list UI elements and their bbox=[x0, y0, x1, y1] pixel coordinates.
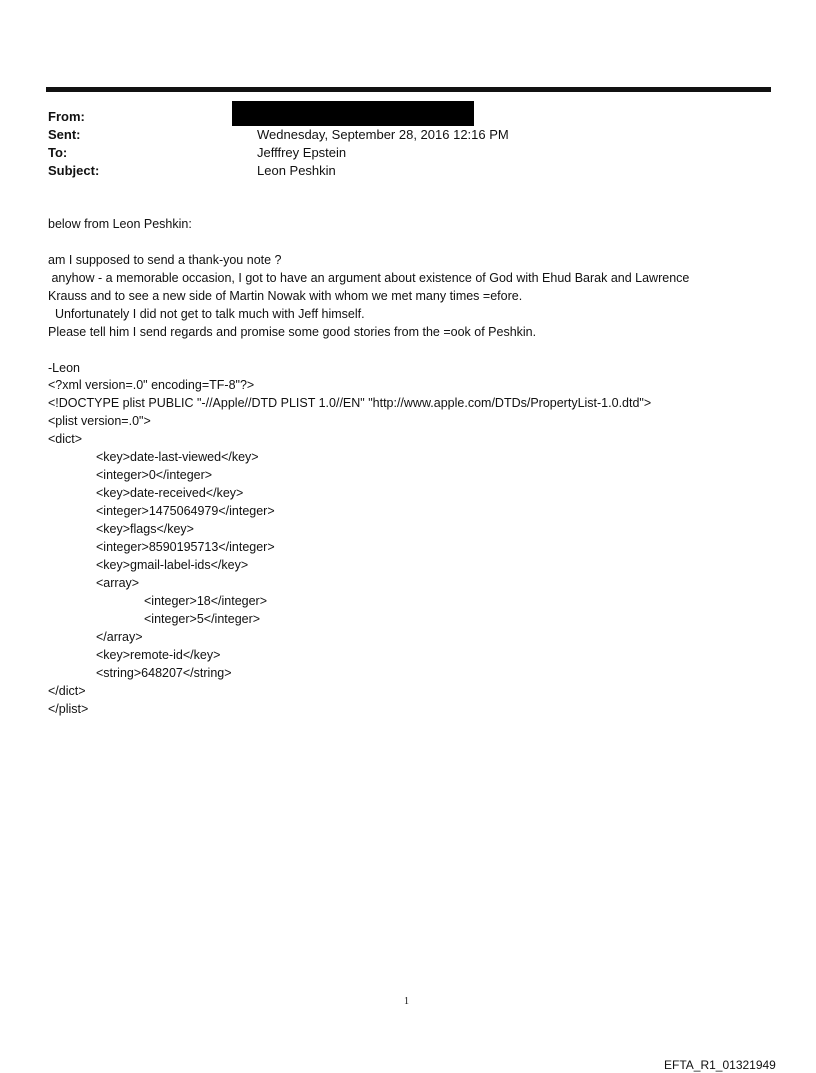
plist-key-line: <key>remote-id</key> bbox=[96, 648, 221, 662]
array-open: <array> bbox=[96, 576, 140, 590]
plist-close: </plist> bbox=[48, 702, 89, 716]
dict-close: </dict> bbox=[48, 684, 86, 698]
array-value-line: <integer>5</integer> bbox=[144, 612, 261, 626]
sent-label: Sent: bbox=[48, 127, 81, 142]
plist-value-line: <integer>0</integer> bbox=[96, 468, 213, 482]
plist-xml-decl: <?xml version=.0" encoding=TF-8"?> bbox=[48, 378, 255, 392]
sent-value: Wednesday, September 28, 2016 12:16 PM bbox=[257, 127, 509, 142]
body-line-5: Please tell him I send regards and promise some good stories from the =ook of Peshkin. bbox=[48, 325, 537, 339]
plist-key-line: <key>gmail-label-ids</key> bbox=[96, 558, 249, 572]
plist-value-line: <integer>1475064979</integer> bbox=[96, 504, 275, 518]
body-line-3: Krauss and to see a new side of Martin Nowak with whom we met many times =efore. bbox=[48, 289, 523, 303]
subject-label: Subject: bbox=[48, 163, 100, 178]
plist-value-line: <string>648207</string> bbox=[96, 666, 232, 680]
dict-open: <dict> bbox=[48, 432, 83, 446]
plist-open: <plist version=.0"> bbox=[48, 414, 151, 428]
body-line-2: anyhow - a memorable occasion, I got to have an argument about existence of God with Ehud Barak and Lawrence bbox=[48, 271, 690, 285]
body-line-4: Unfortunately I did not get to talk much with Jeff himself. bbox=[48, 307, 365, 321]
plist-value-line: <integer>8590195713</integer> bbox=[96, 540, 275, 554]
from-label: From: bbox=[48, 109, 85, 124]
plist-key-line: <key>flags</key> bbox=[96, 522, 194, 536]
header-rule bbox=[46, 87, 771, 92]
subject-value: Leon Peshkin bbox=[257, 163, 336, 178]
array-close: </array> bbox=[96, 630, 143, 644]
document-id: EFTA_R1_01321949 bbox=[664, 1058, 776, 1072]
array-value-line: <integer>18</integer> bbox=[144, 594, 268, 608]
page-number: 1 bbox=[404, 996, 409, 1007]
plist-doctype: <!DOCTYPE plist PUBLIC "-//Apple//DTD PLIST 1.0//EN" "http://www.apple.com/DTDs/PropertyList-1.0.dtd"> bbox=[48, 396, 652, 410]
from-redaction bbox=[232, 101, 474, 126]
body-line-1: am I supposed to send a thank-you note ? bbox=[48, 253, 282, 267]
signature: -Leon bbox=[48, 361, 80, 375]
to-value: Jefffrey Epstein bbox=[257, 145, 347, 160]
plist-key-line: <key>date-received</key> bbox=[96, 486, 244, 500]
body-intro: below from Leon Peshkin: bbox=[48, 217, 192, 231]
to-label: To: bbox=[48, 145, 68, 160]
plist-key-line: <key>date-last-viewed</key> bbox=[96, 450, 259, 464]
